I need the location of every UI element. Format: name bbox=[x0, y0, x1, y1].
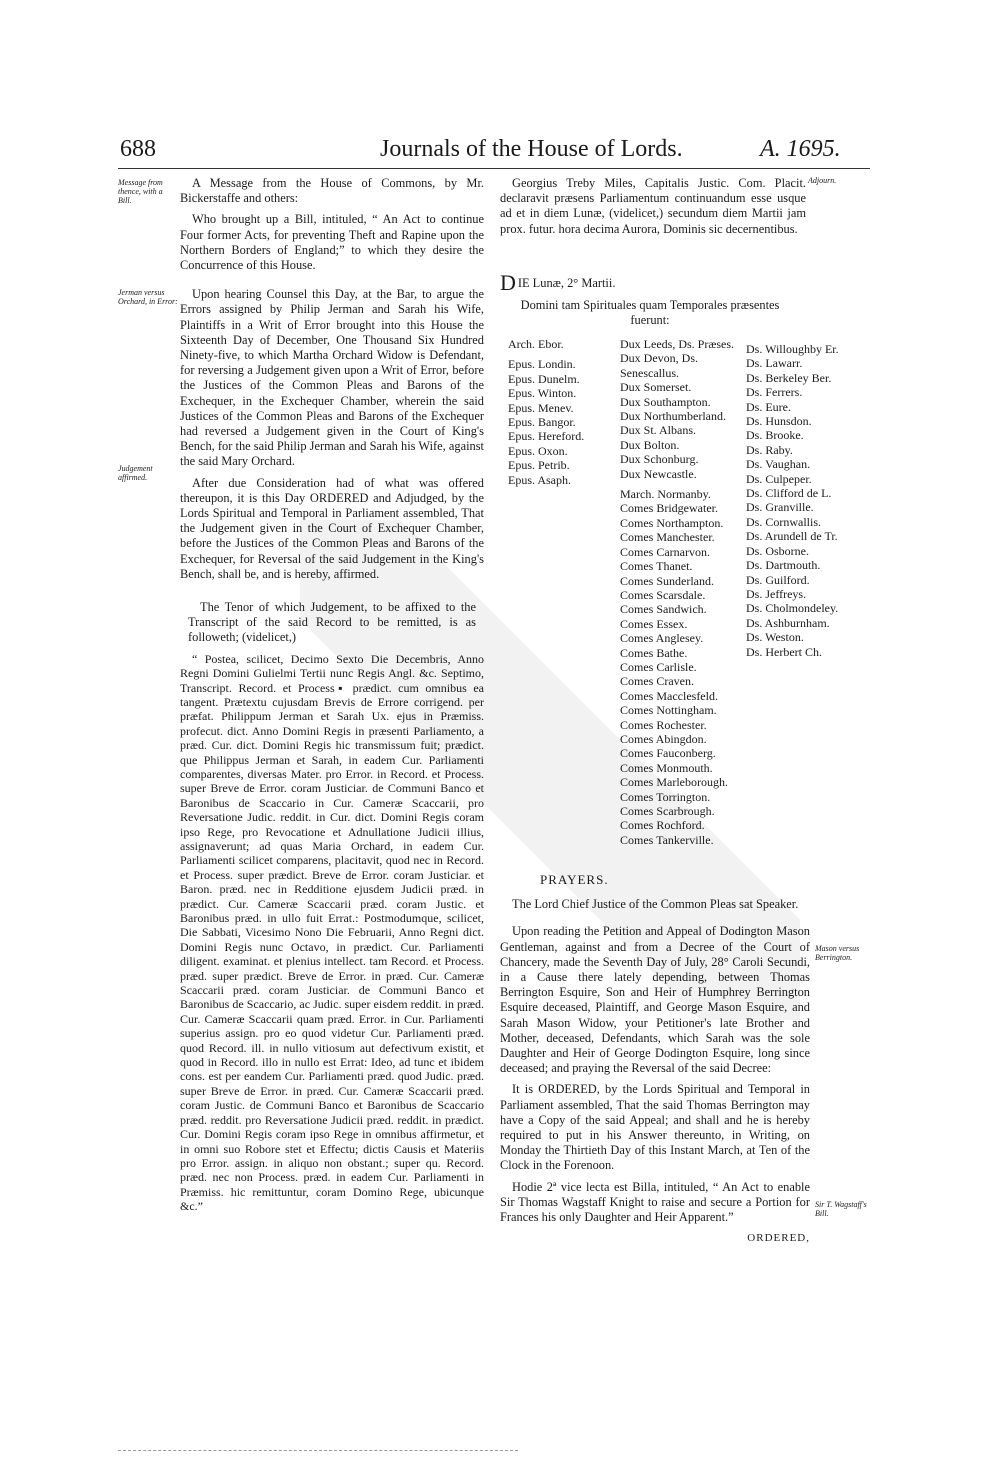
drop-letter: D bbox=[500, 272, 516, 294]
margin-note-message: Message from thence, with a Bill. bbox=[118, 178, 163, 205]
page-number: 688 bbox=[120, 136, 156, 162]
lord-entry: Comes Rochester. bbox=[620, 717, 707, 732]
lord-entry: Dux Bolton. bbox=[620, 437, 680, 452]
lord-entry: Comes Manchester. bbox=[620, 530, 715, 545]
prayers-heading: PRAYERS. bbox=[540, 872, 609, 887]
paragraph-tenor: The Tenor of which Judgement, to be affixed to the Transcript of the said Record to be remitted, is as followeth; (videlicet,) bbox=[188, 600, 476, 645]
lord-entry: Comes Northampton. bbox=[620, 515, 724, 530]
margin-note-adjourn: Adjourn. bbox=[808, 176, 837, 185]
paragraph-mason: Upon reading the Petition and Appeal of Dodington Mason Gentleman, against and from a Decree of the Court of Chancery, made the Seventh Day of July, 28° Caroli Secundi, in a Cause there lately depending, between Thomas Berrington Esquire, Son and Heir of Humphrey Berrington Esquire deceased, Plaintiff, and George Mason Esquire, and Sarah Mason Widow, your Petitioner's late Brother and Mother, deceased, Defendants, which Sarah was the sole Daughter and Heir of George Dodington Esquire, long since deceased; and praying the Reversal of the said Decree: bbox=[500, 924, 810, 1076]
lord-entry: Comes Essex. bbox=[620, 616, 688, 631]
lord-entry: Dux Devon, Ds. Senescallus. bbox=[620, 351, 698, 380]
lord-entry: Comes Bridgewater. bbox=[620, 501, 718, 516]
lord-entry: Comes Torrington. bbox=[620, 789, 711, 804]
lord-entry: Comes Anglesey. bbox=[620, 631, 704, 646]
paragraph-judgement: After due Consideration had of what was offered thereupon, it is this Day ORDERED and Adjudged, by the Lords Spiritual and Temporal in Parliament assembled, That the Judgement given in the Court of Exchequer Chamber, before the Justices of the Common Pleas and Barons of the Exchequer, for Reversal of the said Judgement in the King's Bench, shall be, and is hereby, affirmed. bbox=[180, 475, 484, 581]
margin-note-wagstaff: Sir T. Wagstaff's Bill. bbox=[815, 1200, 867, 1218]
lord-entry: Epus. Menev. bbox=[508, 400, 574, 415]
lords-temporal bbox=[620, 337, 740, 847]
lord-entry: March. Normanby. bbox=[620, 487, 711, 502]
lord-entry: Ds. Ferrers. bbox=[746, 385, 803, 400]
lord-entry: Ds. Osborne. bbox=[746, 543, 809, 558]
lord-entry: Epus. Dunelm. bbox=[508, 371, 580, 386]
lord-entry: Comes Macclesfeld. bbox=[620, 688, 718, 703]
lord-entry: Ds. Clifford de L. bbox=[746, 486, 832, 501]
lord-entry: Ds. Cornwallis. bbox=[746, 514, 821, 529]
lord-entry: Dux Northumberland. bbox=[620, 409, 726, 424]
lord-entry: Ds. Arundell de Tr. bbox=[746, 529, 838, 544]
lord-entry: Epus. Hereford. bbox=[508, 429, 585, 444]
paragraph-bill: Who brought up a Bill, intituled, “ An Act to continue Four former Acts, for preventing Theft and Rapine upon the Northern Borders of England;” to which they desire the Concurrence of this House. bbox=[180, 212, 484, 273]
lord-entry: Epus. Winton. bbox=[508, 386, 577, 401]
lord-entry: Comes Carnarvon. bbox=[620, 544, 710, 559]
lord-entry: Dux Southampton. bbox=[620, 394, 711, 409]
lord-entry: Ds. Guilford. bbox=[746, 572, 810, 587]
lord-entry: Comes Tankerville. bbox=[620, 832, 714, 847]
lord-entry: Dux St. Albans. bbox=[620, 423, 697, 438]
speaker-line: The Lord Chief Justice of the Common Pleas sat Speaker. bbox=[512, 897, 799, 912]
lord-entry: Ds. Dartmouth. bbox=[746, 558, 821, 573]
lord-entry: Epus. Bangor. bbox=[508, 415, 576, 430]
page-footer-rule bbox=[118, 1450, 518, 1451]
lord-entry: Comes Marleborough. bbox=[620, 775, 728, 790]
lord-entry: Ds. Culpeper. bbox=[746, 471, 812, 486]
catchword: ORDERED, bbox=[747, 1232, 810, 1245]
lord-entry: Dux Newcastle. bbox=[620, 466, 697, 481]
paragraph-error: Upon hearing Counsel this Day, at the Bar, to argue the Errors assigned by Philip Jerman and Sarah his Wife, Plaintiffs in a Writ of Error brought into this House the Sixteenth Day of December, One Thousand Six Hundred Ninety-five, to which Martha Orchard Widow is Defendant, for reversing a Judgement given upon a Writ of Error, before the Justices of the Common Pleas and Barons of the Exchequer, in the Exchequer Chamber, wherein the said Justices of the Common Pleas and Barons of the Exchequer had reversed a Judgement given in the Court of King's Bench, for the said Philip Jerman and Sarah his Wife, against the said Mary Orchard. bbox=[180, 287, 484, 469]
lord-entry: Ds. Vaughan. bbox=[746, 457, 811, 472]
lord-entry: Epus. Oxon. bbox=[508, 443, 568, 458]
margin-note-judgement: Judgement affirmed. bbox=[118, 464, 153, 482]
lord-entry: Comes Nottingham. bbox=[620, 703, 717, 718]
lord-entry: Comes Monmouth. bbox=[620, 760, 713, 775]
paragraph-message: A Message from the House of Commons, by Mr. Bickerstaffe and others: bbox=[180, 176, 484, 206]
lord-entry: Comes Fauconberg. bbox=[620, 746, 716, 761]
lord-entry: Comes Carlisle. bbox=[620, 659, 697, 674]
lord-entry: Comes Scarbrough. bbox=[620, 804, 715, 818]
lord-entry: Ds. Hunsdon. bbox=[746, 414, 812, 429]
die-section bbox=[500, 272, 800, 334]
paragraph-wagstaff: Hodie 2ª vice lecta est Billa, intituled, “ An Act to enable Sir Thomas Wagstaff Knight to raise and secure a Portion for Frances his only Daughter and Heir Apparent.” bbox=[500, 1179, 810, 1225]
lord-entry: Comes Rochford. bbox=[620, 818, 705, 833]
lord-entry: Comes Thanet. bbox=[620, 559, 693, 574]
lord-entry: Dux Leeds, Ds. Præses. bbox=[620, 337, 734, 351]
header-rule bbox=[118, 168, 870, 169]
lord-entry: Dux Somerset. bbox=[620, 380, 692, 395]
lords-barons bbox=[746, 342, 839, 659]
lord-entry: Ds. Raby. bbox=[746, 442, 793, 457]
page-year: A. 1695. bbox=[760, 136, 841, 162]
page-title: Journals of the House of Lords. bbox=[380, 136, 683, 162]
lord-entry: Ds. Berkeley Ber. bbox=[746, 370, 832, 385]
lord-entry: Comes Scarsdale. bbox=[620, 587, 706, 602]
lord-entry: Ds. Eure. bbox=[746, 399, 791, 414]
lord-entry: Comes Craven. bbox=[620, 674, 694, 689]
paragraph-latin: “ Postea, scilicet, Decimo Sexto Die Decembris, Anno Regni Domini Gulielmi Tertii nunc Regis Angl. &c. Septimo, Transcript. Record. et Process▪ prædict. cum omnibus ea tangent. Prætextu cujusdam Brevis de Errore corrigend. per præfat. Philippum Jerman et Sarah Ux. ejus in Præmiss. profecut. dict. Anno Domini Regis in præsenti Parliamento, a præd. Cur. dict. Domini Regis hic transmissum fuit; prædict. que Philippus Jerman et Sarah, in eadem Cur. Parliamenti comparentes, diversas Mater. pro Error. in Record. et Process. super Breve de Error. coram Justiciar. de Communi Banco et Baronibus de Scaccario in Cur. Cameræ Scaccarii, pro Reversatione Judic. reddit. in Cur. dict. Domini Regis coram ipso Rege, pro Revocatione et Adnullatione Judicii illius, assignaverunt; ad quas Maria Orchard, in eadem Cur. Parliamenti scilicet comparens, placitavit, quod nec in Record. et Process. super prædict. Breve de Error. coram Justiciar. et Baron. præd. nec in Redditione ejusdem Judicii præd. in prædict. Cur. Cameræ Scaccarii præd. coram Justic. et Baronibus præd. in ullo fuit Errat.: Postmodumque, scilicet, Die Sabbati, Vicesimo Nono Die Februarii, Anno Regni dict. Domini Regis nunc Octavo, in prædict. Cur. Parliamenti diligent. examinat. et plenius intellect. tam Record. et Process. præd. super prædict. Breve de Error. in præd. Cur. Cameræ Scaccarii præd. coram Justiciar. de Communi Banco et Baronibus de Scaccario, ac Judic. super eisdem reddit. in præd. Cur. Cameræ Scaccarii quam præd. Error. in Cur. Parliamenti superius assign. pro eo quod videtur Cur. Parliamenti præd. quod Record. ill. in nullo vitiosum aut defectivum existit, et quod in Record. illo in nullo est Errat: Ideo, ad tunc et ibidem cons. est per eandem Cur. Parliamenti præd. quod Judic. præd. super Breve de Error. in præd. Cur. Cameræ Scaccarii præd. coram Justic. de Communi Banco et Baronibus de Scaccario præd. reddit. pro Reversatione Judicii præd. reddit. in prædict. Cur. Domini Regis coram ipso Rege in omnibus affirmetur, et in omni suo Robore stet et Effectu; dictis Causis et Materiis pro Error. assign. in aliquo non obstant.; super qu. Record. præd. nec non Process. præd. in eadem Cur. Parliamenti in Præmiss. hic remittuntur, coram Domino Rege, ubicunque &c.” bbox=[180, 651, 484, 1214]
lord-entry: Epus. Asaph. bbox=[508, 472, 571, 487]
die-heading: IE Lunæ, 2° Martii. bbox=[517, 276, 616, 290]
lord-entry: Ds. Jeffreys. bbox=[746, 586, 807, 601]
lord-entry: Ds. Lawarr. bbox=[746, 356, 803, 371]
lord-entry: Comes Sunderland. bbox=[620, 573, 714, 588]
right-column-bottom bbox=[500, 872, 810, 1252]
lord-entry: Epus. Londin. bbox=[508, 357, 576, 372]
lord-entry: Dux Schonburg. bbox=[620, 452, 699, 467]
lord-entry: Epus. Petrib. bbox=[508, 458, 570, 473]
lord-entry: Ds. Ashburnham. bbox=[746, 615, 830, 630]
lord-entry: Ds. Cholmondeley. bbox=[746, 601, 839, 616]
left-column bbox=[180, 176, 484, 1220]
margin-note-mason: Mason versus Berrington. bbox=[815, 944, 860, 962]
lord-entry: Comes Abingdon. bbox=[620, 731, 707, 746]
lord-entry: Comes Sandwich. bbox=[620, 602, 707, 617]
lord-entry: Comes Bathe. bbox=[620, 645, 688, 660]
paragraph-adjourn: Georgius Treby Miles, Capitalis Justic. Com. Placit. declaravit præsens Parliamentum continuandum esse usque ad et in diem Lunæ, (videlicet,) secundum diem Martii jam prox. futur. hora decima Aurora, Dominis sic decernentibus. bbox=[500, 176, 806, 236]
lord-entry: Ds. Brooke. bbox=[746, 428, 804, 443]
lord-entry: Ds. Weston. bbox=[746, 630, 804, 645]
margin-note-jerman: Jerman versus Orchard, in Error: bbox=[118, 288, 178, 306]
lord-entry: Ds. Herbert Ch. bbox=[746, 644, 822, 659]
lord-entry: Arch. Ebor. bbox=[508, 337, 564, 351]
paragraph-ordered: It is ORDERED, by the Lords Spiritual and Temporal in Parliament assembled, That the said Thomas Berrington may have a Copy of the said Appeal; and shall and he is hereby required to put in his Answer thereunto, in Writing, on Monday the Thirtieth Day of this Instant March, at Ten of the Clock in the Forenoon. bbox=[500, 1082, 810, 1173]
lords-spiritual bbox=[508, 337, 584, 487]
right-column-top bbox=[500, 176, 806, 243]
lord-entry: Ds. Willoughby Er. bbox=[746, 342, 839, 356]
present-heading: Domini tam Spirituales quam Temporales præsentes fuerunt: bbox=[520, 298, 780, 328]
lord-entry: Ds. Granville. bbox=[746, 500, 814, 515]
